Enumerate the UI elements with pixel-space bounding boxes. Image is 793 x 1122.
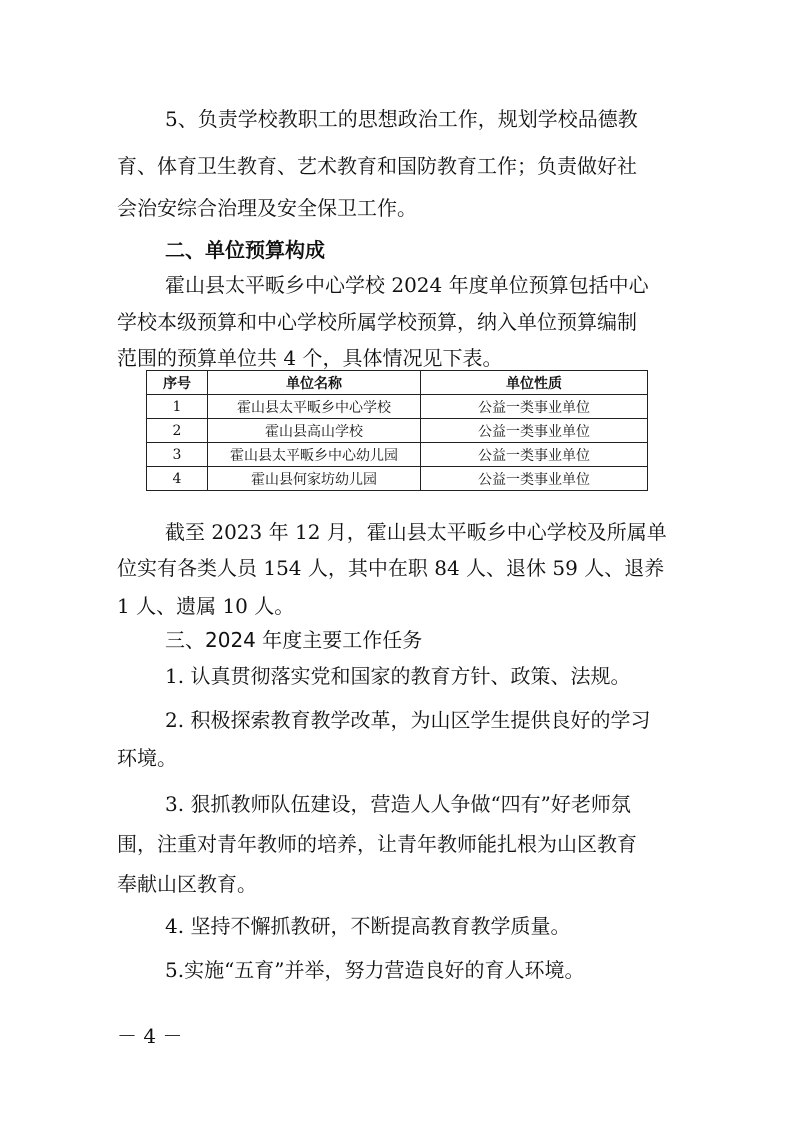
table-row [147,419,648,443]
cell-unit-type: 公益一类事业单位 [421,395,648,419]
header-unit-type: 单位性质 [421,371,648,395]
task3-line1: 3. 狠抓教师队伍建设，营造人人争做“四有”好老师氛 [165,792,631,816]
cell-unit-name: 霍山县何家坊幼儿园 [208,467,421,491]
duty5-line1: 5、负责学校教职工的思想政治工作，规划学校品德教 [165,107,638,131]
cell-unit-name: 霍山县太平畈乡中心幼儿园 [208,443,421,467]
table-row [147,395,648,419]
staff-line2: 位实有各类人员 154 人，其中在职 84 人、退休 59 人、退养 [117,556,665,580]
cell-index: 2 [147,419,208,443]
section2-heading: 二、单位预算构成 [165,238,325,262]
duty5-line2: 育、体育卫生教育、艺术教育和国防教育工作；负责做好社 [117,154,637,178]
table-row [147,443,648,467]
table-header-row [147,371,648,395]
cell-index: 4 [147,467,208,491]
task2-line1: 2. 积极探索教育教学改革，为山区学生提供良好的学习 [165,708,651,732]
cell-unit-type: 公益一类事业单位 [421,467,648,491]
section3-heading: 三、2024 年度主要工作任务 [165,628,423,652]
cell-unit-type: 公益一类事业单位 [421,443,648,467]
budget-units-table [146,370,648,491]
cell-index: 3 [147,443,208,467]
cell-unit-type: 公益一类事业单位 [421,419,648,443]
task3-line2: 围，注重对青年教师的培养，让青年教师能扎根为山区教育 [117,832,637,856]
task1-line1: 1. 认真贯彻落实党和国家的教育方针、政策、法规。 [165,664,631,688]
budget-line1: 霍山县太平畈乡中心学校 2024 年度单位预算包括中心 [165,273,649,297]
page-number: － 4 － [117,1024,183,1048]
cell-unit-name: 霍山县太平畈乡中心学校 [208,395,421,419]
cell-index: 1 [147,395,208,419]
header-unit-name: 单位名称 [208,371,421,395]
task3-line3: 奉献山区教育。 [117,872,257,896]
table-row [147,467,648,491]
task4-line1: 4. 坚持不懈抓教研，不断提高教育教学质量。 [165,914,571,938]
cell-unit-name: 霍山县高山学校 [208,419,421,443]
header-index: 序号 [147,371,208,395]
task5-line1: 5.实施“五育”并举，努力营造良好的育人环境。 [165,958,585,982]
budget-line3: 范围的预算单位共 4 个，具体情况见下表。 [117,346,503,370]
task2-line2: 环境。 [117,746,177,770]
budget-line2: 学校本级预算和中心学校所属学校预算，纳入单位预算编制 [117,310,637,334]
staff-line3: 1 人、遗属 10 人。 [117,594,295,618]
staff-line1: 截至 2023 年 12 月，霍山县太平畈乡中心学校及所属单 [165,520,667,544]
duty5-line3: 会治安综合治理及安全保卫工作。 [117,196,417,220]
